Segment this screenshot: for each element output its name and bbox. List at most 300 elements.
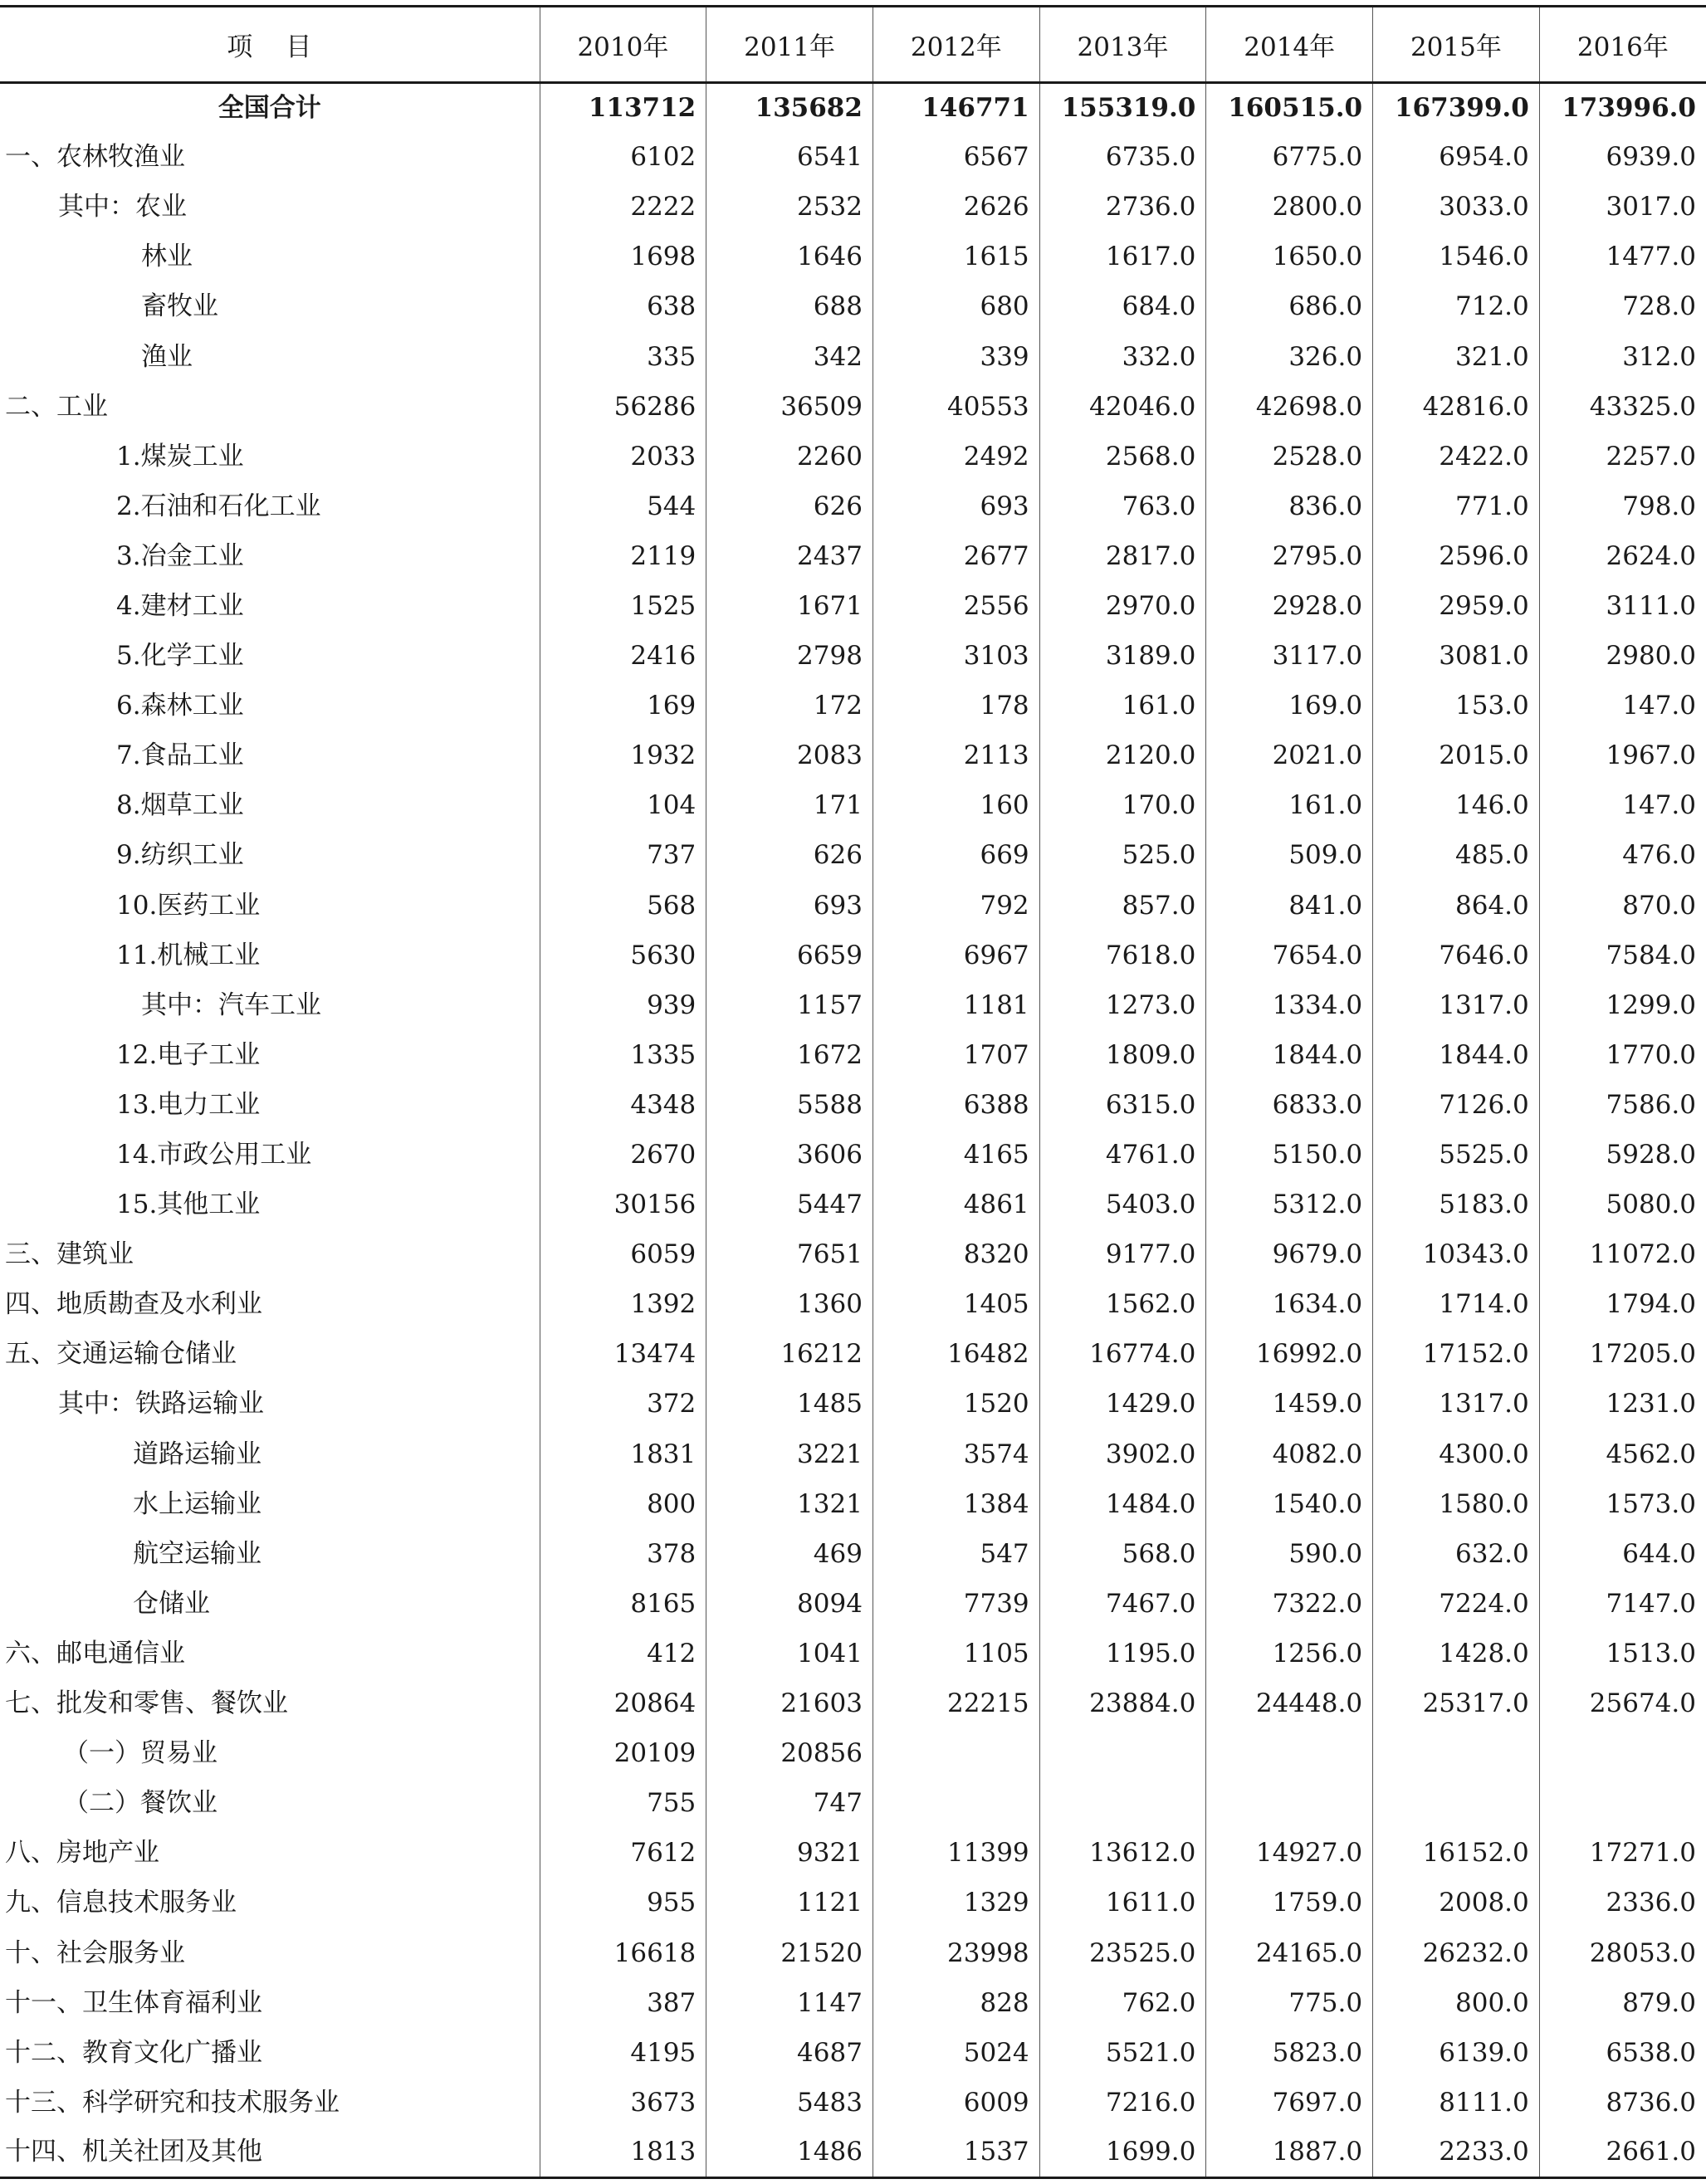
cell-value: 5630 <box>540 931 706 980</box>
cell-value: 6939.0 <box>1539 133 1706 183</box>
cell-value <box>1206 1779 1373 1829</box>
table-header <box>0 7 1706 83</box>
cell-value: 1181 <box>873 980 1039 1030</box>
cell-value: 30156 <box>540 1180 706 1230</box>
cell-value: 160 <box>873 781 1039 831</box>
cell-value: 23884.0 <box>1039 1679 1206 1729</box>
row-label: 1.煤炭工业 <box>116 441 244 471</box>
cell-value: 24448.0 <box>1206 1679 1373 1729</box>
cell-value <box>1373 1779 1540 1829</box>
cell-value: 693 <box>706 881 873 931</box>
cell-value: 5080.0 <box>1539 1180 1706 1230</box>
cell-value: 1121 <box>706 1879 873 1928</box>
cell-value: 1334.0 <box>1206 980 1373 1030</box>
cell-value: 1335 <box>540 1030 706 1080</box>
cell-value: 2260 <box>706 432 873 481</box>
cell-value: 7322.0 <box>1206 1579 1373 1629</box>
table-row <box>0 1629 1706 1678</box>
table-row <box>0 432 1706 481</box>
cell-value: 2568.0 <box>1039 432 1206 481</box>
row-label: 全国合计 <box>218 92 321 123</box>
cell-value: 5403.0 <box>1039 1180 1206 1230</box>
cell-value: 11399 <box>873 1829 1039 1879</box>
cell-value: 2661.0 <box>1539 2128 1706 2177</box>
cell-value: 728.0 <box>1539 282 1706 332</box>
cell-value: 2120.0 <box>1039 731 1206 781</box>
cell-value: 747 <box>706 1779 873 1829</box>
cell-value: 2928.0 <box>1206 581 1373 631</box>
cell-value: 4861 <box>873 1180 1039 1230</box>
row-label: （二）餐饮业 <box>63 1788 218 1819</box>
table-row <box>0 682 1706 731</box>
table-row <box>0 183 1706 232</box>
cell-value: 7224.0 <box>1373 1579 1540 1629</box>
statistics-table <box>0 5 1706 2179</box>
row-label: 林业 <box>141 242 193 272</box>
cell-value: 1299.0 <box>1539 980 1706 1030</box>
cell-value: 1698 <box>540 232 706 282</box>
row-label: 水上运输业 <box>133 1488 262 1519</box>
cell-value: 3103 <box>873 632 1039 682</box>
table-row <box>0 881 1706 931</box>
cell-value: 1562.0 <box>1039 1280 1206 1330</box>
table-row <box>0 831 1706 881</box>
cell-value: 335 <box>540 332 706 382</box>
table-row <box>0 1479 1706 1529</box>
cell-value: 1428.0 <box>1373 1629 1540 1678</box>
cell-value: 20109 <box>540 1729 706 1779</box>
cell-value: 638 <box>540 282 706 332</box>
cell-value: 3017.0 <box>1539 183 1706 232</box>
cell-value: 632.0 <box>1373 1529 1540 1579</box>
cell-value: 16152.0 <box>1373 1829 1540 1879</box>
cell-value: 1809.0 <box>1039 1030 1206 1080</box>
cell-value: 864.0 <box>1373 881 1540 931</box>
cell-value: 20864 <box>540 1679 706 1729</box>
cell-value: 1329 <box>873 1879 1039 1928</box>
cell-value: 1157 <box>706 980 873 1030</box>
cell-value: 2021.0 <box>1206 731 1373 781</box>
cell-value: 544 <box>540 481 706 531</box>
cell-value: 1714.0 <box>1373 1280 1540 1330</box>
row-label: 其中：汽车工业 <box>141 989 321 1020</box>
cell-value: 4562.0 <box>1539 1429 1706 1479</box>
cell-value: 547 <box>873 1529 1039 1579</box>
cell-value: 1256.0 <box>1206 1629 1373 1678</box>
cell-value: 1580.0 <box>1373 1479 1540 1529</box>
cell-value: 43325.0 <box>1539 382 1706 432</box>
cell-value: 6833.0 <box>1206 1080 1373 1130</box>
cell-value: 387 <box>540 1978 706 2028</box>
cell-value: 5588 <box>706 1080 873 1130</box>
table-row <box>0 232 1706 282</box>
cell-value: 2416 <box>540 632 706 682</box>
cell-value: 13474 <box>540 1330 706 1380</box>
cell-value: 17271.0 <box>1539 1829 1706 1879</box>
cell-value: 6388 <box>873 1080 1039 1130</box>
cell-value: 4300.0 <box>1373 1429 1540 1479</box>
cell-value: 800 <box>540 1479 706 1529</box>
cell-value: 1484.0 <box>1039 1479 1206 1529</box>
cell-value: 7651 <box>706 1230 873 1280</box>
cell-value: 836.0 <box>1206 481 1373 531</box>
cell-value <box>873 1729 1039 1779</box>
cell-value: 146.0 <box>1373 781 1540 831</box>
row-label: 道路运输业 <box>133 1439 262 1469</box>
cell-value: 8320 <box>873 1230 1039 1280</box>
cell-value: 7697.0 <box>1206 2078 1373 2128</box>
header-year: 2011年 <box>706 7 873 83</box>
cell-value: 9679.0 <box>1206 1230 1373 1280</box>
header-year: 2012年 <box>873 7 1039 83</box>
table-row <box>0 1230 1706 1280</box>
cell-value: 6059 <box>540 1230 706 1280</box>
cell-value: 25674.0 <box>1539 1679 1706 1729</box>
table-row <box>0 2028 1706 2078</box>
row-label: 4.建材工业 <box>116 590 244 621</box>
cell-value <box>1039 1729 1206 1779</box>
cell-value: 2970.0 <box>1039 581 1206 631</box>
cell-value: 737 <box>540 831 706 881</box>
table-row <box>0 1679 1706 1729</box>
cell-value: 6315.0 <box>1039 1080 1206 1130</box>
cell-value: 1231.0 <box>1539 1380 1706 1429</box>
cell-value: 4195 <box>540 2028 706 2078</box>
table-row <box>0 1429 1706 1479</box>
cell-value <box>1539 1729 1706 1779</box>
cell-value: 1477.0 <box>1539 232 1706 282</box>
cell-value: 7147.0 <box>1539 1579 1706 1629</box>
cell-value: 9177.0 <box>1039 1230 1206 1280</box>
cell-value: 17205.0 <box>1539 1330 1706 1380</box>
table-row <box>0 1280 1706 1330</box>
cell-value: 2113 <box>873 731 1039 781</box>
cell-value: 8094 <box>706 1579 873 1629</box>
table-row <box>0 1579 1706 1629</box>
table-body <box>0 83 1706 2178</box>
cell-value: 8111.0 <box>1373 2078 1540 2128</box>
cell-value: 155319.0 <box>1039 83 1206 133</box>
header-year: 2010年 <box>540 7 706 83</box>
row-label: 渔业 <box>141 341 193 372</box>
row-label: 航空运输业 <box>133 1538 262 1569</box>
cell-value: 1759.0 <box>1206 1879 1373 1928</box>
cell-value: 147.0 <box>1539 682 1706 731</box>
table-row <box>0 2128 1706 2177</box>
table-row <box>0 382 1706 432</box>
cell-value: 1384 <box>873 1479 1039 1529</box>
cell-value: 841.0 <box>1206 881 1373 931</box>
cell-value: 686.0 <box>1206 282 1373 332</box>
cell-value: 693 <box>873 481 1039 531</box>
header-year: 2014年 <box>1206 7 1373 83</box>
cell-value: 1537 <box>873 2128 1039 2177</box>
cell-value: 800.0 <box>1373 1978 1540 2028</box>
cell-value: 2033 <box>540 432 706 481</box>
cell-value: 2336.0 <box>1539 1879 1706 1928</box>
row-label: 九、信息技术服务业 <box>5 1888 237 1918</box>
cell-value: 169.0 <box>1206 682 1373 731</box>
cell-value: 146771 <box>873 83 1039 133</box>
cell-value: 5823.0 <box>1206 2028 1373 2078</box>
cell-value: 16212 <box>706 1330 873 1380</box>
cell-value: 56286 <box>540 382 706 432</box>
cell-value: 1831 <box>540 1429 706 1479</box>
row-label: 三、建筑业 <box>5 1239 134 1270</box>
cell-value: 792 <box>873 881 1039 931</box>
cell-value: 6009 <box>873 2078 1039 2128</box>
cell-value: 342 <box>706 332 873 382</box>
table-row <box>0 1080 1706 1130</box>
cell-value: 4348 <box>540 1080 706 1130</box>
cell-value: 680 <box>873 282 1039 332</box>
cell-value <box>1539 1779 1706 1829</box>
row-label: 畜牧业 <box>141 291 218 322</box>
cell-value: 2817.0 <box>1039 531 1206 581</box>
cell-value: 113712 <box>540 83 706 133</box>
cell-value: 23525.0 <box>1039 1928 1206 1978</box>
cell-value: 8736.0 <box>1539 2078 1706 2128</box>
table-row <box>0 1879 1706 1928</box>
cell-value: 332.0 <box>1039 332 1206 382</box>
row-label: 5.化学工业 <box>116 641 244 672</box>
cell-value <box>1039 1779 1206 1829</box>
cell-value: 16482 <box>873 1330 1039 1380</box>
cell-value: 16992.0 <box>1206 1330 1373 1380</box>
cell-value: 1707 <box>873 1030 1039 1080</box>
cell-value: 525.0 <box>1039 831 1206 881</box>
cell-value: 2008.0 <box>1373 1879 1540 1928</box>
cell-value: 178 <box>873 682 1039 731</box>
cell-value: 3673 <box>540 2078 706 2128</box>
cell-value: 1770.0 <box>1539 1030 1706 1080</box>
cell-value: 1195.0 <box>1039 1629 1206 1678</box>
cell-value: 1573.0 <box>1539 1479 1706 1529</box>
total-row <box>0 83 1706 133</box>
row-label: 十一、卫生体育福利业 <box>5 1987 262 2018</box>
cell-value: 8165 <box>540 1579 706 1629</box>
cell-value: 684.0 <box>1039 282 1206 332</box>
table-row <box>0 1529 1706 1579</box>
cell-value: 378 <box>540 1529 706 1579</box>
cell-value: 339 <box>873 332 1039 382</box>
cell-value: 3033.0 <box>1373 183 1540 232</box>
cell-value: 6567 <box>873 133 1039 183</box>
cell-value: 6659 <box>706 931 873 980</box>
cell-value: 2422.0 <box>1373 432 1540 481</box>
table-row <box>0 133 1706 183</box>
cell-value: 1485 <box>706 1380 873 1429</box>
cell-value: 372 <box>540 1380 706 1429</box>
row-label: 7.食品工业 <box>116 740 244 771</box>
cell-value: 11072.0 <box>1539 1230 1706 1280</box>
cell-value: 4082.0 <box>1206 1429 1373 1479</box>
cell-value: 28053.0 <box>1539 1928 1706 1978</box>
cell-value: 1546.0 <box>1373 232 1540 282</box>
cell-value: 712.0 <box>1373 282 1540 332</box>
table-row <box>0 1030 1706 1080</box>
header-year: 2013年 <box>1039 7 1206 83</box>
cell-value: 6538.0 <box>1539 2028 1706 2078</box>
cell-value: 6735.0 <box>1039 133 1206 183</box>
cell-value: 626 <box>706 481 873 531</box>
cell-value: 7584.0 <box>1539 931 1706 980</box>
cell-value: 828 <box>873 1978 1039 2028</box>
cell-value: 5183.0 <box>1373 1180 1540 1230</box>
row-label: 11.机械工业 <box>116 940 261 970</box>
table-row <box>0 282 1706 332</box>
cell-value: 2556 <box>873 581 1039 631</box>
row-label: 二、工业 <box>5 391 108 422</box>
cell-value: 7467.0 <box>1039 1579 1206 1629</box>
cell-value: 1041 <box>706 1629 873 1678</box>
cell-value: 476.0 <box>1539 831 1706 881</box>
cell-value: 2670 <box>540 1130 706 1180</box>
cell-value: 3902.0 <box>1039 1429 1206 1479</box>
cell-value: 5312.0 <box>1206 1180 1373 1230</box>
cell-value: 955 <box>540 1879 706 1928</box>
cell-value: 2083 <box>706 731 873 781</box>
cell-value: 870.0 <box>1539 881 1706 931</box>
cell-value: 1967.0 <box>1539 731 1706 781</box>
row-label: 3.冶金工业 <box>116 540 244 571</box>
cell-value: 5150.0 <box>1206 1130 1373 1180</box>
row-label: 10.医药工业 <box>116 890 261 921</box>
cell-value: 763.0 <box>1039 481 1206 531</box>
cell-value: 6954.0 <box>1373 133 1540 183</box>
cell-value: 2015.0 <box>1373 731 1540 781</box>
cell-value: 1317.0 <box>1373 1380 1540 1429</box>
cell-value: 42816.0 <box>1373 382 1540 432</box>
cell-value: 2492 <box>873 432 1039 481</box>
cell-value: 1429.0 <box>1039 1380 1206 1429</box>
cell-value: 1672 <box>706 1030 873 1080</box>
row-label: 十三、科学研究和技术服务业 <box>5 2087 340 2118</box>
table-row <box>0 531 1706 581</box>
cell-value: 1513.0 <box>1539 1629 1706 1678</box>
table-row <box>0 1180 1706 1230</box>
cell-value: 13612.0 <box>1039 1829 1206 1879</box>
row-label: 五、交通运输仓储业 <box>5 1339 237 1370</box>
row-label: 2.石油和石化工业 <box>116 491 321 521</box>
cell-value: 161.0 <box>1039 682 1206 731</box>
row-label: 6.森林工业 <box>116 691 244 721</box>
row-label: 十二、教育文化广播业 <box>5 2037 262 2068</box>
cell-value: 1392 <box>540 1280 706 1330</box>
cell-value: 172 <box>706 682 873 731</box>
cell-value: 7612 <box>540 1829 706 1879</box>
table-row <box>0 731 1706 781</box>
cell-value: 3606 <box>706 1130 873 1180</box>
cell-value: 469 <box>706 1529 873 1579</box>
table-row <box>0 1978 1706 2028</box>
cell-value: 1520 <box>873 1380 1039 1429</box>
row-label: 一、农林牧渔业 <box>5 142 185 173</box>
header-year: 2015年 <box>1373 7 1540 83</box>
row-label: 9.纺织工业 <box>116 840 244 871</box>
cell-value: 169 <box>540 682 706 731</box>
cell-value: 6541 <box>706 133 873 183</box>
cell-value: 42046.0 <box>1039 382 1206 432</box>
cell-value: 17152.0 <box>1373 1330 1540 1380</box>
cell-value: 1844.0 <box>1373 1030 1540 1080</box>
cell-value: 2980.0 <box>1539 632 1706 682</box>
cell-value: 1525 <box>540 581 706 631</box>
cell-value: 153.0 <box>1373 682 1540 731</box>
cell-value: 626 <box>706 831 873 881</box>
cell-value: 7126.0 <box>1373 1080 1540 1130</box>
cell-value: 22215 <box>873 1679 1039 1729</box>
cell-value: 509.0 <box>1206 831 1373 881</box>
cell-value: 171 <box>706 781 873 831</box>
cell-value: 1611.0 <box>1039 1879 1206 1928</box>
cell-value: 9321 <box>706 1829 873 1879</box>
cell-value: 2798 <box>706 632 873 682</box>
table-row <box>0 481 1706 531</box>
row-label: 12.电子工业 <box>116 1039 261 1070</box>
cell-value: 2222 <box>540 183 706 232</box>
cell-value: 6967 <box>873 931 1039 980</box>
cell-value: 104 <box>540 781 706 831</box>
cell-value: 1813 <box>540 2128 706 2177</box>
header-row <box>0 7 1706 83</box>
cell-value: 4761.0 <box>1039 1130 1206 1180</box>
cell-value <box>1206 1729 1373 1779</box>
cell-value: 3081.0 <box>1373 632 1540 682</box>
row-label: 六、邮电通信业 <box>5 1638 185 1669</box>
row-label: 七、批发和零售、餐饮业 <box>5 1688 288 1719</box>
cell-value: 161.0 <box>1206 781 1373 831</box>
cell-value: 14927.0 <box>1206 1829 1373 1879</box>
row-label: （一）贸易业 <box>63 1738 218 1769</box>
cell-value: 669 <box>873 831 1039 881</box>
cell-value: 2528.0 <box>1206 432 1373 481</box>
table-row <box>0 581 1706 631</box>
table-row <box>0 1928 1706 1978</box>
cell-value: 2800.0 <box>1206 183 1373 232</box>
cell-value: 21520 <box>706 1928 873 1978</box>
cell-value: 879.0 <box>1539 1978 1706 2028</box>
cell-value: 1844.0 <box>1206 1030 1373 1080</box>
cell-value <box>873 1779 1039 1829</box>
table-row <box>0 1380 1706 1429</box>
cell-value: 36509 <box>706 382 873 432</box>
table-row <box>0 332 1706 382</box>
table-row <box>0 980 1706 1030</box>
cell-value: 939 <box>540 980 706 1030</box>
table-row <box>0 632 1706 682</box>
cell-value: 857.0 <box>1039 881 1206 931</box>
cell-value: 688 <box>706 282 873 332</box>
cell-value: 1405 <box>873 1280 1039 1330</box>
header-item: 项目 <box>0 7 540 83</box>
cell-value: 485.0 <box>1373 831 1540 881</box>
cell-value: 25317.0 <box>1373 1679 1540 1729</box>
row-label: 仓储业 <box>133 1588 210 1619</box>
cell-value: 5521.0 <box>1039 2028 1206 2078</box>
cell-value: 147.0 <box>1539 781 1706 831</box>
cell-value: 2119 <box>540 531 706 581</box>
cell-value: 4687 <box>706 2028 873 2078</box>
cell-value: 160515.0 <box>1206 83 1373 133</box>
cell-value: 2677 <box>873 531 1039 581</box>
row-label: 其中：农业 <box>58 192 187 222</box>
cell-value: 16774.0 <box>1039 1330 1206 1380</box>
cell-value: 2257.0 <box>1539 432 1706 481</box>
cell-value: 2959.0 <box>1373 581 1540 631</box>
cell-value: 2596.0 <box>1373 531 1540 581</box>
cell-value: 5483 <box>706 2078 873 2128</box>
